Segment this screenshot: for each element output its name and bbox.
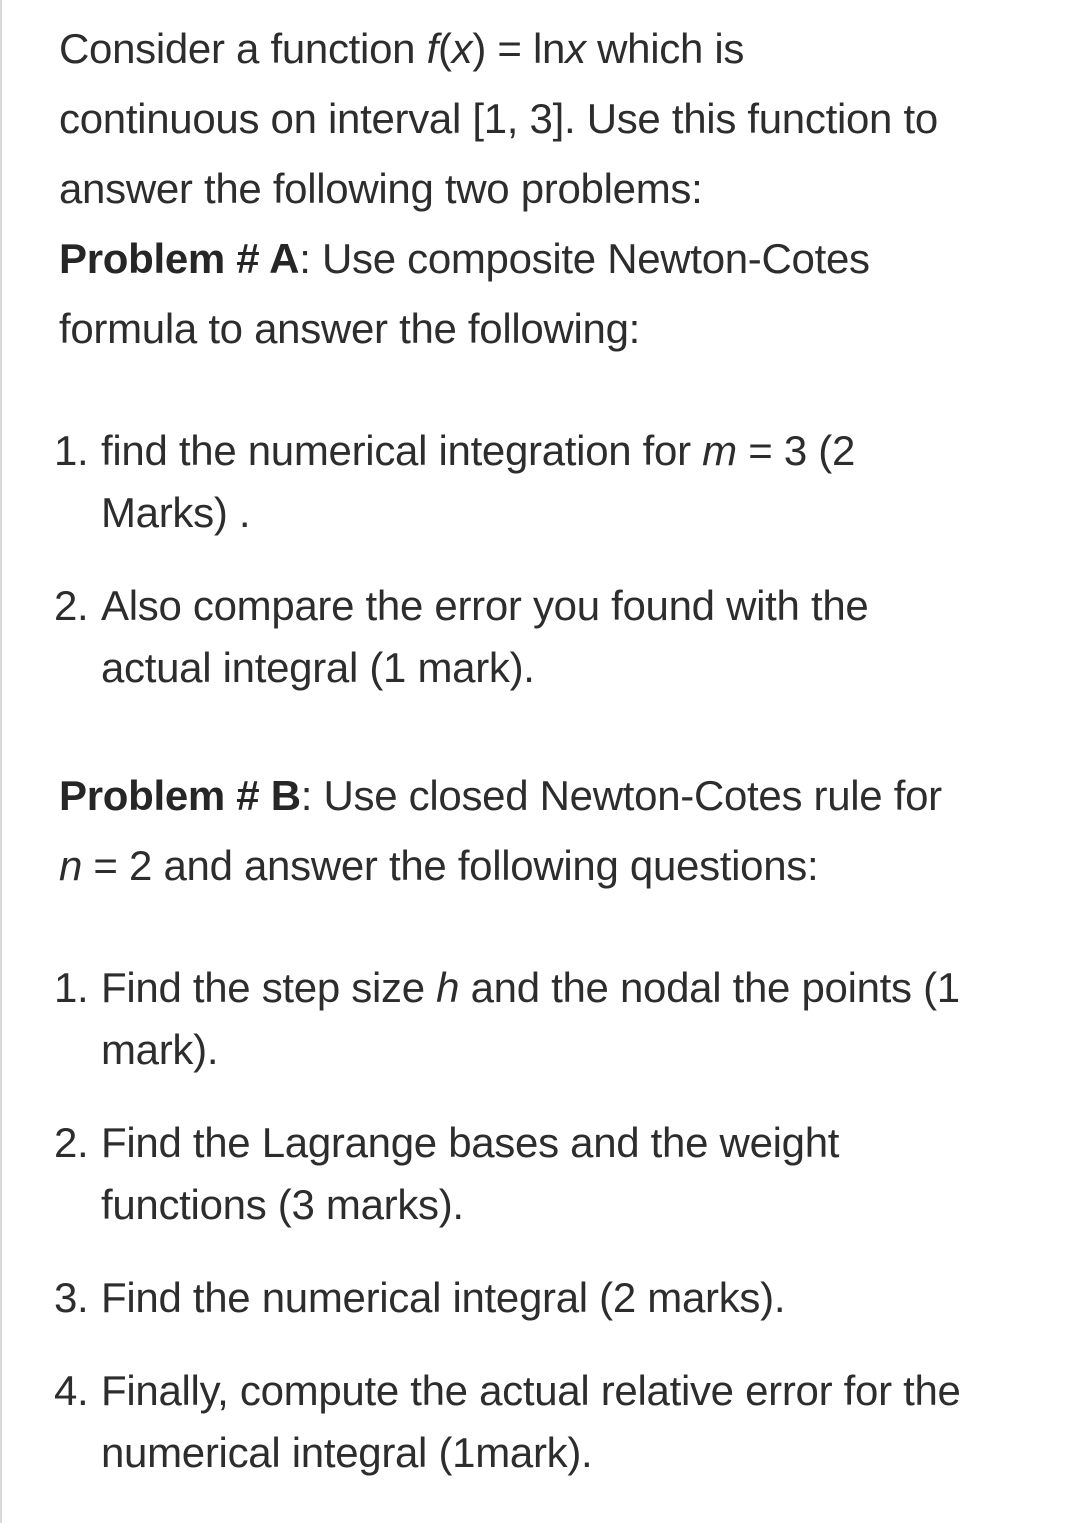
list-item xyxy=(54,420,1039,544)
variable-n: n xyxy=(59,842,83,889)
problem-a-label: Problem # A xyxy=(59,235,300,282)
spacer xyxy=(57,1081,1039,1112)
problem-a-text: : Use composite Newton-Cotes xyxy=(299,235,870,282)
list-number: 2. xyxy=(54,1119,89,1166)
problem-b-text: : Use closed Newton-Cotes rule for xyxy=(300,772,942,819)
list-number: 1. xyxy=(54,964,89,1011)
problem-b-text-2: = 2 and answer the following questions: xyxy=(82,842,819,889)
problem-b-label: Problem # B xyxy=(59,772,301,819)
intro-paragraph xyxy=(59,14,1039,364)
list-item xyxy=(54,1112,1039,1236)
spacer xyxy=(57,1236,1039,1267)
item-text: Marks) . xyxy=(101,489,251,536)
item-text: find the numerical integration for xyxy=(101,427,703,474)
item-text: numerical integral (1mark). xyxy=(101,1429,593,1476)
item-text: Finally, compute the actual relative error for the xyxy=(101,1367,961,1414)
intro-ln: ) = ln xyxy=(472,25,566,72)
function-f: f xyxy=(426,25,438,72)
item-text: Find the step size xyxy=(101,964,437,1011)
intro-line-3: answer the following two problems: xyxy=(59,165,703,212)
spacer xyxy=(57,544,1039,575)
spacer xyxy=(59,901,1039,957)
variable-x-ln: x xyxy=(565,25,586,72)
problem-b-list xyxy=(54,957,1039,1484)
item-text: = 3 (2 xyxy=(736,427,855,474)
item-text: actual integral (1 mark). xyxy=(101,644,535,691)
list-number: 4. xyxy=(54,1367,89,1414)
variable-m: m xyxy=(702,427,737,474)
list-number: 1. xyxy=(54,427,89,474)
item-text: Also compare the error you found with the xyxy=(101,582,869,629)
variable-x: x xyxy=(451,25,473,72)
problem-b-paragraph xyxy=(59,761,1039,901)
spacer xyxy=(57,1329,1039,1360)
intro-paren-open: ( xyxy=(437,25,452,72)
intro-line-2: continuous on interval [1, 3]. Use this function to xyxy=(59,95,938,142)
item-text: and the nodal the points (1 xyxy=(459,964,960,1011)
spacer xyxy=(59,699,1039,761)
item-text: functions (3 marks). xyxy=(101,1181,464,1228)
list-item xyxy=(54,1267,1039,1329)
item-text: Find the Lagrange bases and the weight xyxy=(101,1119,840,1166)
problem-document xyxy=(54,14,1039,1484)
list-item xyxy=(54,1360,1039,1484)
variable-h: h xyxy=(436,964,460,1011)
spacer xyxy=(59,364,1039,420)
problem-a-list xyxy=(54,420,1039,699)
item-text: Find the numerical integral (2 marks). xyxy=(101,1274,786,1321)
list-number: 2. xyxy=(54,582,89,629)
list-number: 3. xyxy=(54,1274,89,1321)
list-item xyxy=(54,575,1039,699)
item-text: mark). xyxy=(101,1026,219,1073)
list-item xyxy=(54,957,1039,1081)
page-left-border xyxy=(0,0,2,1523)
intro-text: Consider a function xyxy=(59,25,427,72)
problem-a-text-2: formula to answer the following: xyxy=(59,305,641,352)
intro-which-is: which is xyxy=(585,25,745,72)
